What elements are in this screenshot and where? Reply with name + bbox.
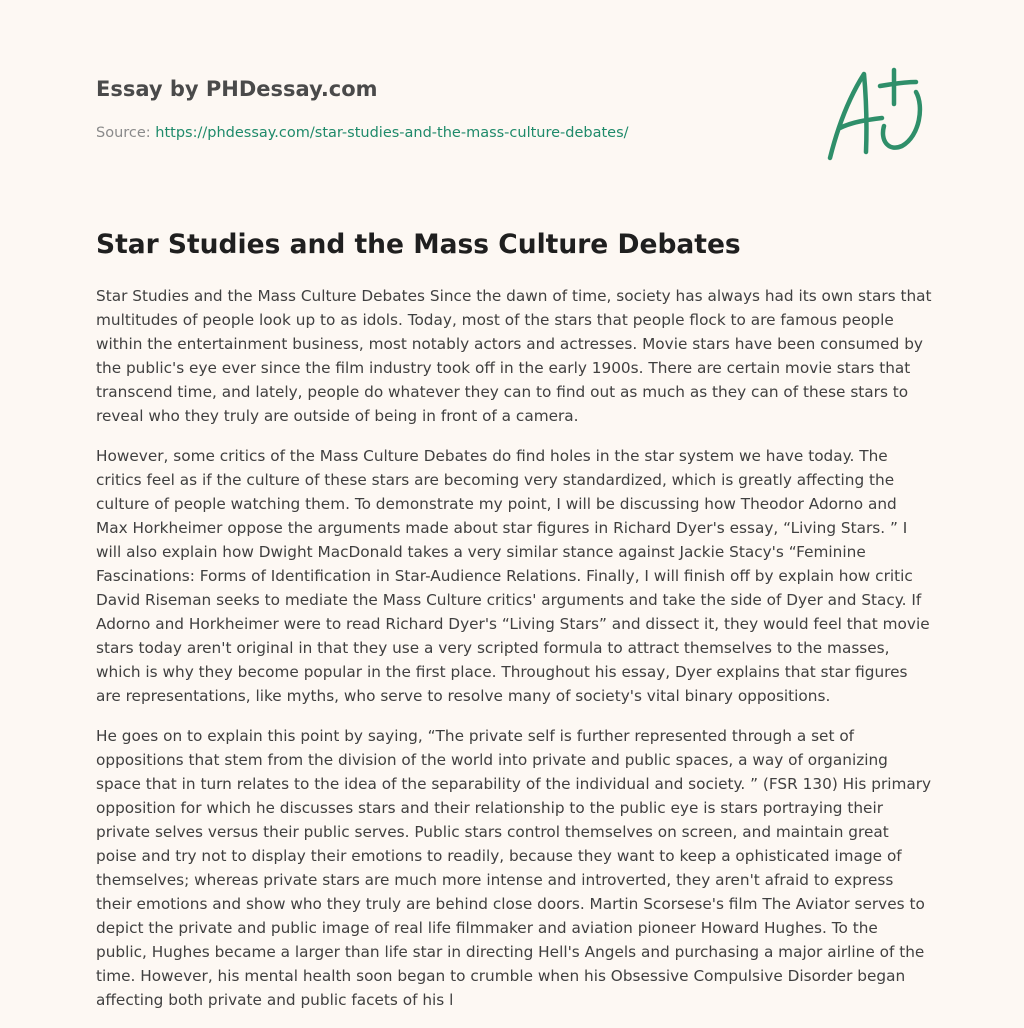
- source-line: [96, 122, 796, 144]
- site-brand: Essay by PHDessay.com: [96, 77, 378, 101]
- source-label: Source:: [96, 125, 156, 141]
- article-body: [96, 284, 932, 1028]
- paragraph: He goes on to explain this point by saying, “The private self is further represented through a set of oppositions that stem from the division of the world into private and public spaces, a way of organizing space that in turn relates to the idea of the separability of the individual and society. ” (FSR 130) His primary opposition for which he discusses stars and their relationship to the public eye is stars portraying their private selves versus their public serves. Public stars control themselves on screen, and maintain great poise and try not to display their emotions to readily, because they want to keep a ophisticated image of themselves; whereas private stars are much more intense and introverted, they aren't afraid to express their emotions and show who they truly are behind close doors. Martin Scorsese's film The Aviator serves to depict the private and public image of real life filmmaker and aviation pioneer Howard Hughes. To the public, Hughes became a larger than life star in directing Hell's Angels and purchasing a major airline of the time. However, his mental health soon began to crumble when his Obsessive Compulsive Disorder began affecting both private and public facets of his l: [96, 727, 932, 1009]
- article-title: Star Studies and the Mass Culture Debates: [96, 229, 741, 260]
- a-plus-grade-icon: [820, 66, 930, 166]
- header: [96, 74, 796, 144]
- source-link[interactable]: https://phdessay.com/star-studies-and-the-mass-culture-debates/: [155, 125, 629, 141]
- paragraph: Star Studies and the Mass Culture Debates Since the dawn of time, society has always had its own stars that multitudes of people look up to as idols. Today, most of the stars that people flock to are famous people within the entertainment business, most notably actors and actresses. Movie stars have been consumed by the public's eye ever since the film industry took off in the early 1900s. There are certain movie stars that transcend time, and lately, people do whatever they can to find out as much as they can of these stars to reveal who they truly are outside of being in front of a camera.: [96, 287, 932, 425]
- paragraph: However, some critics of the Mass Culture Debates do find holes in the star system we have today. The critics feel as if the culture of these stars are becoming very standardized, which is greatly affecting the culture of people watching them. To demonstrate my point, I will be discussing how Theodor Adorno and Max Horkheimer oppose the arguments made about star figures in Richard Dyer's essay, “Living Stars. ” I will also explain how Dwight MacDonald takes a very similar stance against Jackie Stacy's “Feminine Fascinations: Forms of Identification in Star-Audience Relations. Finally, I will finish off by explain how critic David Riseman seeks to mediate the Mass Culture critics' arguments and take the side of Dyer and Stacy. If Adorno and Horkheimer were to read Richard Dyer's “Living Stars” and dissect it, they would feel that movie stars today aren't original in that they use a very scripted formula to attract themselves to the masses, which is why they become popular in the first place. Throughout his essay, Dyer explains that star figures are representations, like myths, who serve to resolve many of society's vital binary oppositions.: [96, 447, 930, 705]
